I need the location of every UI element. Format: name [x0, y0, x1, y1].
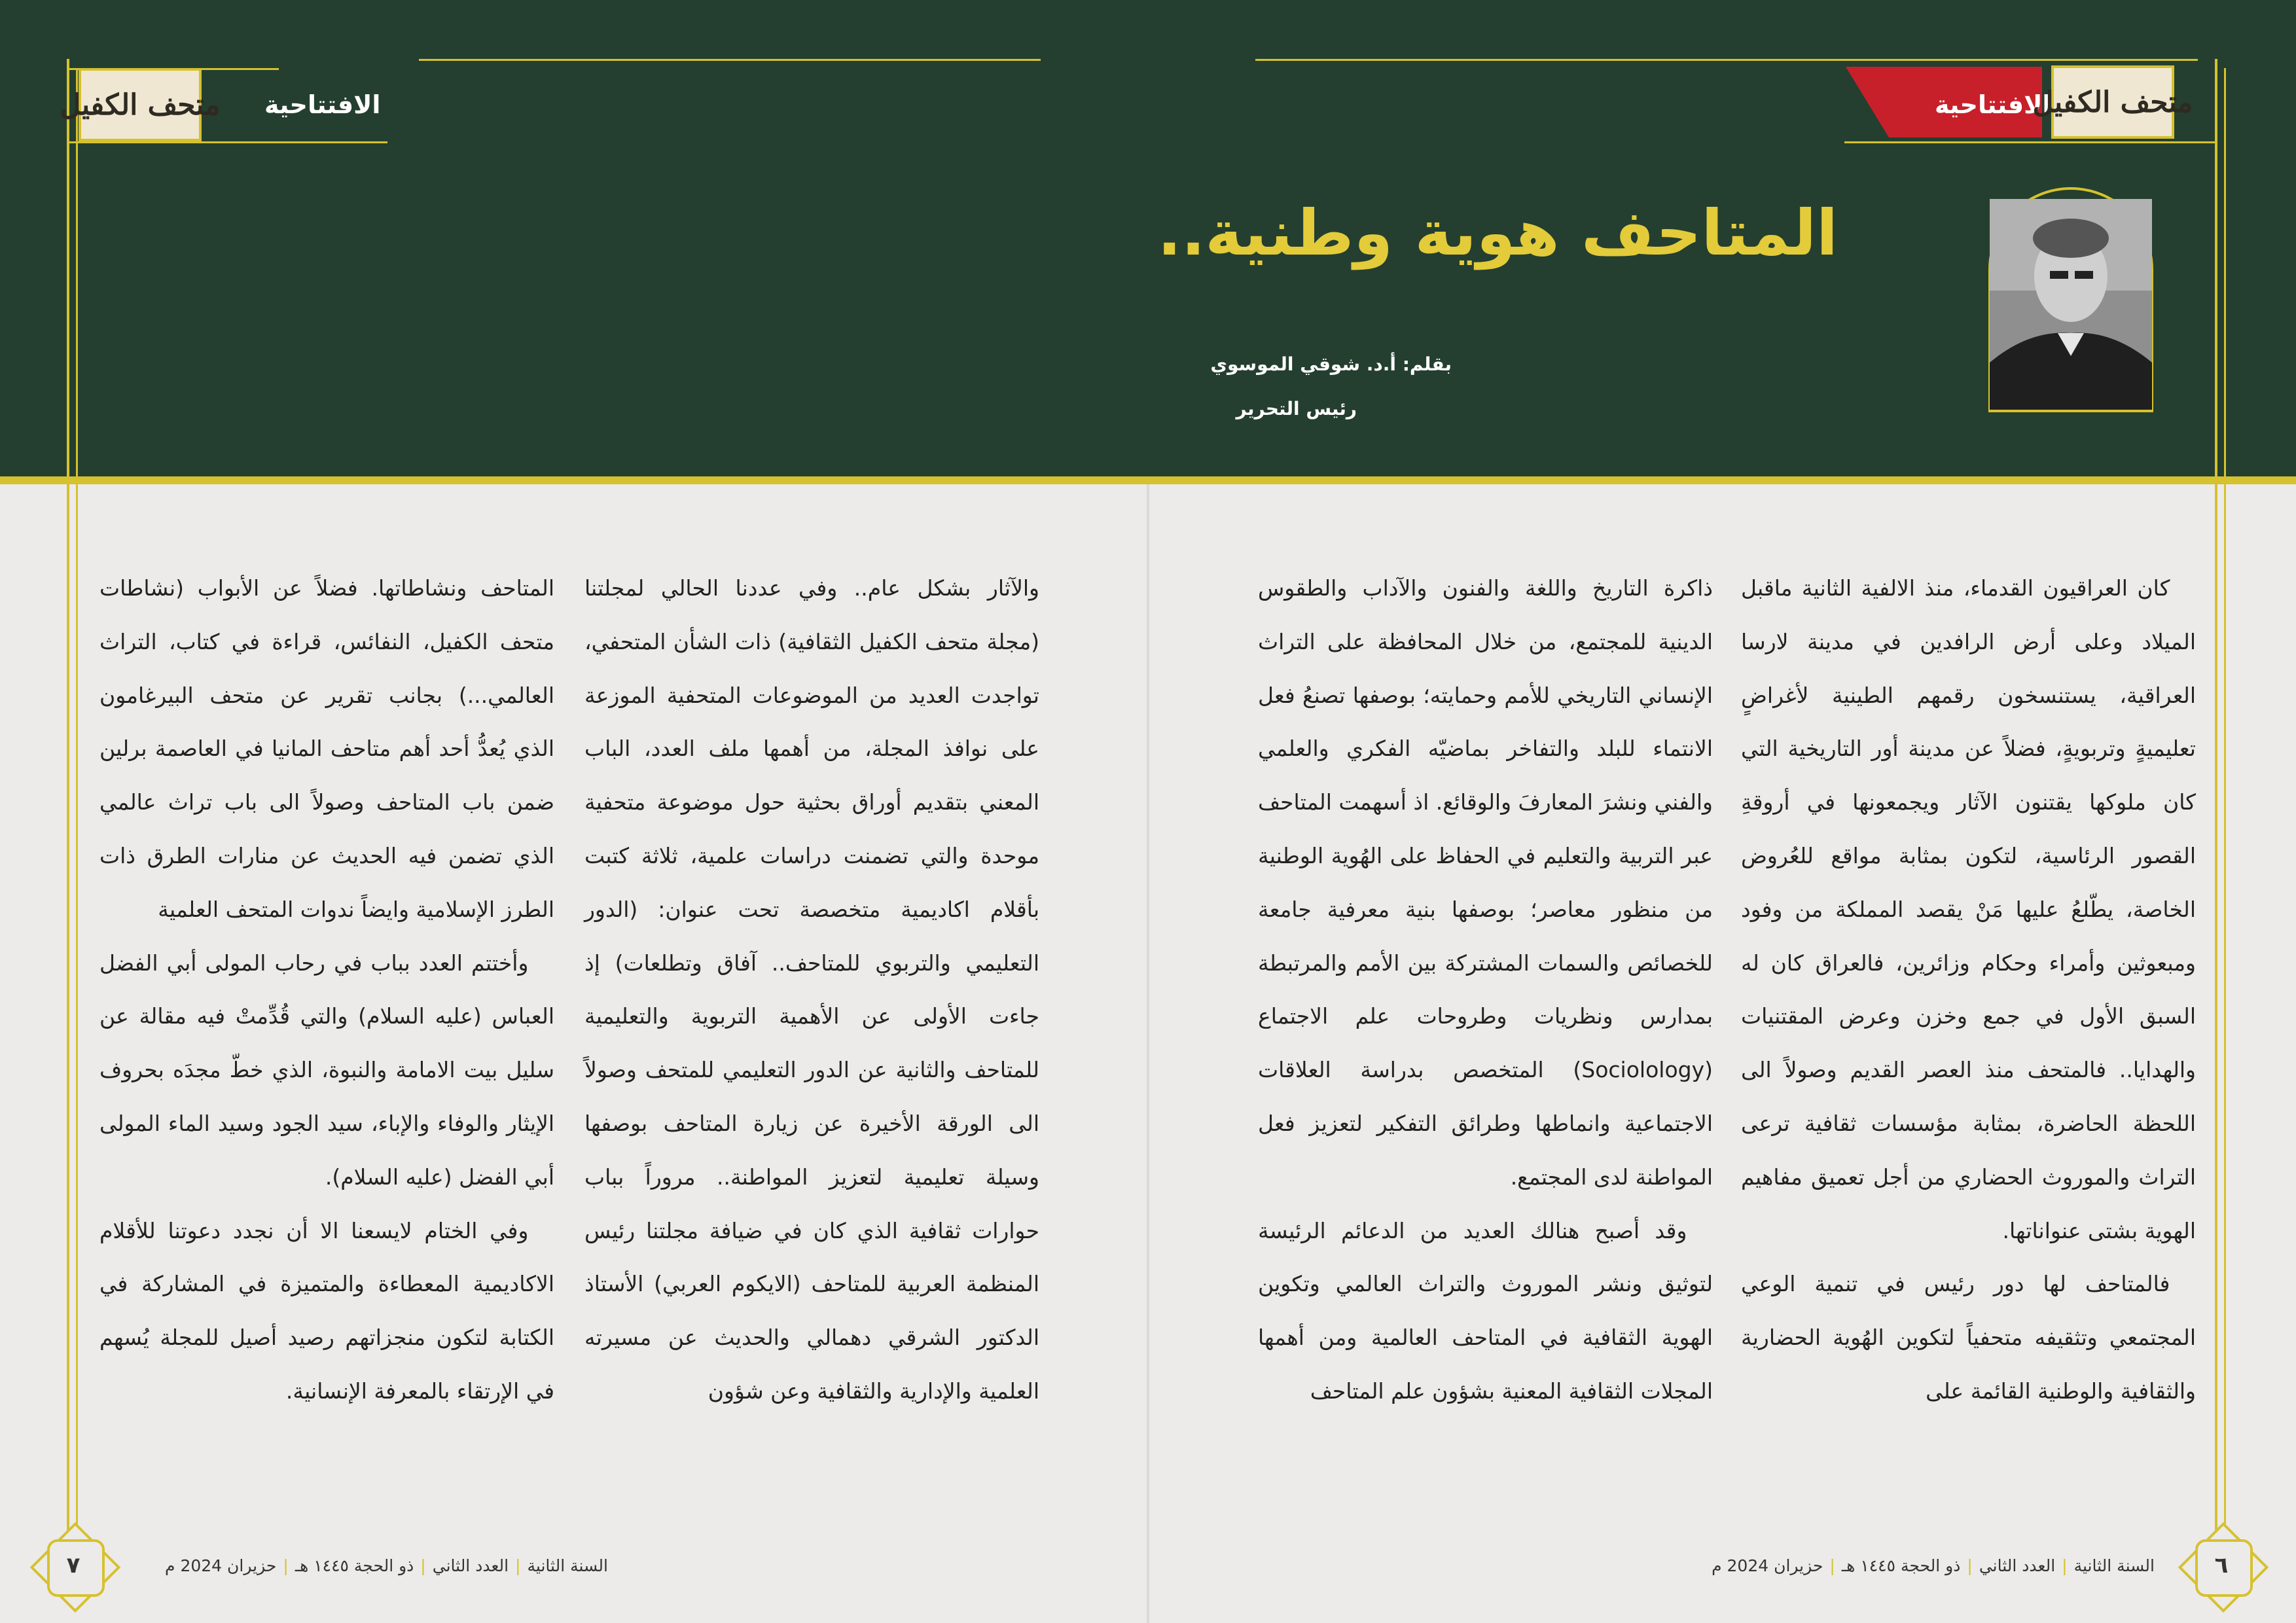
paragraph: وأختتم العدد بباب في رحاب المولى أبي الفضل العباس (عليه السلام) والتي قُدِّمتْ فيه مقالة عن سليل بيت الامامة والنبوة، الذي خطّ مجدَه بحروف الإيثار والوفاء والإباء، سيد الجود وسيد الماء المولى أبي الفضل (عليه السلام).: [99, 950, 554, 1190]
paragraph: فالمتاحف لها دور رئيس في تنمية الوعي المجتمعي وتثقيفه متحفياً لتكوين الهُوية الحضارية والثقافية والوطنية القائمة على: [1741, 1271, 2196, 1404]
paragraph: كان العراقيون القدماء، منذ الالفية الثانية ماقبل الميلاد وعلى أرض الرافدين في مدينة لارسا العراقية، يستنسخون رقمهم الطينية لأغراضٍ تعليميةٍ وتربويةٍ، فضلاً عن مدينة أور التاريخية التي كان ملوكها يقتنون الآثار ويجمعونها في أروقةِ القصور الرئاسية، لتكون بمثابة مواقع للعُروض الخاصة، يطّلعُ عليها مَنْ يقصد المملكة من وفود ومبعوثين وأمراء وحكام وزائرين، فالعراق كان له السبق الأول في جمع وخزن وعرض المقتنيات والهدايا.. فالمتحف منذ العصر القديم وصولاً الى اللحظة الحاضرة، بمثابة مؤسسات ثقافية ترعى التراث والموروث الحضاري من أجل تعميق مفاهيم الهوية بشتى عنواناتها.: [1741, 575, 2196, 1243]
author-role: رئيس التحرير: [1236, 398, 1357, 419]
footer-year: السنة الثانية: [527, 1556, 608, 1575]
footer-issue: العدد الثاني: [1979, 1556, 2056, 1575]
text-column-2: [1258, 562, 1713, 1418]
frame-line-top-right: [1255, 59, 2198, 61]
paragraph: وقد أصبح هنالك العديد من الدعائم الرئيسة لتوثيق ونشر الموروث والتراث العالمي وتكوين الهوية الثقافية في المتاحف العالمية ومن أهمها المجلات الثقافية المعنية بشؤون علم المتاحف: [1258, 1217, 1713, 1404]
page-number-text: ٦: [2214, 1552, 2229, 1578]
gold-divider-bar: [0, 476, 2296, 484]
paragraph: ذاكرة التاريخ واللغة والفنون والآداب والطقوس الدينية للمجتمع، من خلال المحافظة على التراث الإنساني التاريخي للأمم وحمايته؛ بوصفها تصنعُ فعل الانتماء للبلد والتفاخر بماضيّه الفكري والعلمي والفني ونشرَ المعارفَ والوقائع. اذ أسهمت المتاحف عبر التربية والتعليم في الحفاظ على الهُوية الوطنية من منظور معاصر؛ بوصفها بنية معرفية جامعة للخصائص والسمات المشتركة بين الأمم والمرتبطة بمدارس ونظريات وطروحات علم الاجتماع (Sociolology) المتخصص بدراسة العلاقات الاجتماعية وانماطها وطرائق التفكير لتعزيز فعل المواطنة لدى المجتمع.: [1258, 575, 1713, 1190]
frame-line-logo-bottom-right: [1844, 141, 2215, 143]
page-number-right: [2182, 1526, 2261, 1605]
footer-hijri-date: ذو الحجة ١٤٤٥ هـ: [1841, 1556, 1961, 1575]
text-column-4: [99, 562, 554, 1418]
paragraph: وفي الختام لايسعنا الا أن نجدد دعوتنا للأقلام الاكاديمية المعطاءة والمتميزة في المشاركة في الكتابة لتكون منجزاتهم رصيد أصيل للمجلة يُسهم في الإرتقاء بالمعرفة الإنسانية.: [99, 1217, 554, 1404]
article-title: المتاحف هوية وطنية..: [1157, 196, 1838, 270]
page-number-left: [34, 1526, 113, 1605]
author-portrait: [1990, 199, 2152, 410]
text-column-1: [1741, 562, 2196, 1418]
frame-line-right-inner: [2224, 68, 2226, 1558]
text-column-3: [584, 562, 1039, 1418]
section-label-right: الافتتاحية: [1935, 90, 2051, 119]
footer-gregorian-date: حزيران 2024 م: [1712, 1556, 1823, 1575]
footer-right: السنة الثانية|العدد الثاني|ذو الحجة ١٤٤٥ هـ|حزيران 2024 م: [1712, 1556, 2155, 1575]
page-number-text: ٧: [66, 1552, 81, 1578]
frame-line-top-left: [419, 59, 1041, 61]
paragraph: المتاحف ونشاطاتها. فضلاً عن الأبواب (نشاطات متحف الكفيل، النفائس، قراءة في كتاب، التراث العالمي...) بجانب تقرير عن متحف البيرغامون الذي يُعدُّ أحد أهم متاحف المانيا في العاصمة برلين ضمن باب المتاحف وصولاً الى باب تراث عالمي الذي تضمن فيه الحديث عن منارات الطرق ذات الطرز الإسلامية وايضاً ندوات المتحف العلمية: [99, 575, 554, 922]
frame-line-right-outer: [2215, 59, 2217, 1558]
footer-left: السنة الثانية|العدد الثاني|ذو الحجة ١٤٤٥ هـ|حزيران 2024 م: [165, 1556, 608, 1575]
footer-year: السنة الثانية: [2073, 1556, 2155, 1575]
page-spread-gutter: [1147, 484, 1149, 1623]
author-byline: بقلم: أ.د. شوقي الموسوي: [1210, 353, 1452, 375]
logo-text: متحف الكفيل: [60, 88, 221, 122]
museum-logo-left: [60, 68, 221, 141]
section-label-left: الافتتاحية: [264, 90, 381, 119]
museum-logo-right: [2032, 65, 2193, 139]
logo-text: متحف الكفيل: [2032, 85, 2193, 119]
frame-line-left-outer: [67, 59, 69, 1558]
portrait-silhouette: [1990, 199, 2152, 410]
frame-line-left-inner: [76, 68, 78, 1558]
footer-issue: العدد الثاني: [432, 1556, 509, 1575]
footer-gregorian-date: حزيران 2024 م: [165, 1556, 277, 1575]
paragraph: والآثار بشكل عام.. وفي عددنا الحالي لمجلتنا (مجلة متحف الكفيل الثقافية) ذات الشأن المتحفي، تواجدت العديد من الموضوعات المتحفية الموزعة على نوافذ المجلة، من أهمها ملف العدد، الباب المعني بتقديم أوراق بحثية حول موضوعة متحفية موحدة والتي تضمنت دراسات علمية، ثلاثة كتبت بأقلام اكاديمية متخصصة تحت عنوان: (الدور التعليمي والتربوي للمتاحف.. آفاق وتطلعات) إذ جاءت الأولى عن الأهمية التربوية والتعليمية للمتاحف والثانية عن الدور التعليمي للمتحف وصولاً الى الورقة الأخيرة عن زيارة المتاحف بوصفها وسيلة تعليمية لتعزيز المواطنة.. مروراً بباب حوارات ثقافية الذي كان في ضيافة مجلتنا رئيس المنظمة العربية للمتاحف (الايكوم العربي) الأستاذ الدكتور الشرقي دهمالي والحديث عن مسيرته العلمية والإدارية والثقافية وعن شؤون: [584, 575, 1039, 1404]
footer-hijri-date: ذو الحجة ١٤٤٥ هـ: [295, 1556, 414, 1575]
frame-line-logo-bottom-left: [69, 141, 387, 143]
